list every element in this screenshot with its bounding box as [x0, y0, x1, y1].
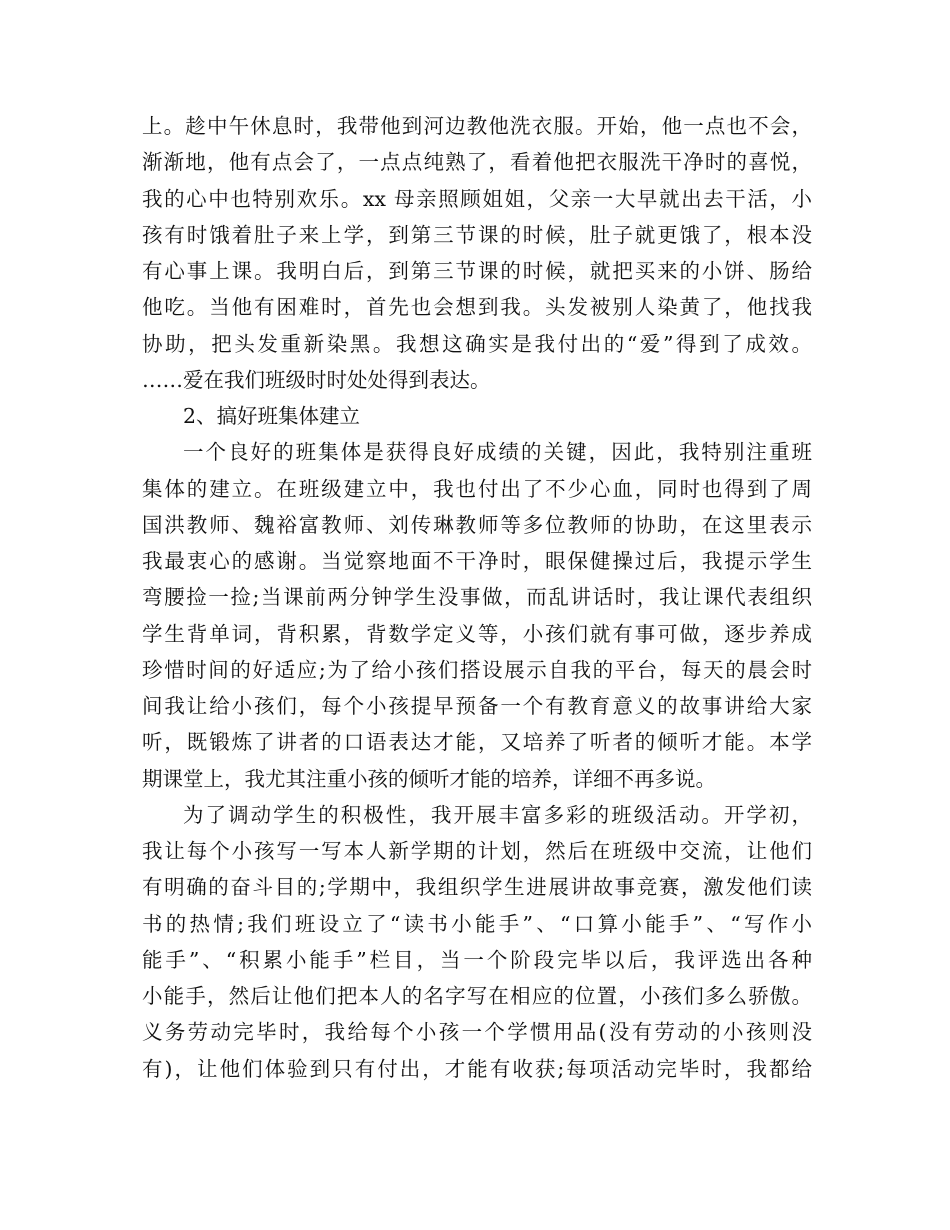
text-line: 期课堂上，我尤其注重小孩的倾听才能的培养，详细不再多说。 — [142, 766, 716, 791]
text-line: 弯腰捡一捡;当课前两分钟学生没事做，而乱讲话时，我让课代表组织 — [142, 585, 812, 610]
text-line: 书的热情;我们班设立了“读书小能手”、“口算小能手”、“写作小 — [142, 911, 812, 936]
paragraph-first-line: 一个良好的班集体是获得良好成绩的关键，因此，我特别注重班 — [183, 440, 812, 465]
text-line: 国洪教师、魏裕富教师、刘传琳教师等多位教师的协助，在这里表示 — [142, 512, 812, 537]
text-line: 他吃。当他有困难时，首先也会想到我。头发被别人染黄了，他找我 — [142, 295, 812, 320]
text-line: 我的心中也特别欢乐。xx 母亲照顾姐姐，父亲一大早就出去干活，小 — [142, 186, 812, 211]
text-line: 间我让给小孩们，每个小孩提早预备一个有教育意义的故事讲给大家 — [142, 694, 812, 718]
text-line: 有)，让他们体验到只有付出，才能有收获;每项活动完毕时，我都给 — [142, 1056, 812, 1081]
text-line: 上。趁中午休息时，我带他到河边教他洗衣服。开始，他一点也不会， — [142, 114, 812, 138]
text-line: 听，既锻炼了讲者的口语表达才能，又培养了听者的倾听才能。本学 — [142, 730, 812, 755]
text-line: 能手”、“积累小能手”栏目，当一个阶段完毕以后，我评选出各种 — [142, 947, 812, 972]
text-line: 学生背单词，背积累，背数学定义等，小孩们就有事可做，逐步养成 — [142, 621, 812, 646]
text-line: 我最衷心的感谢。当觉察地面不干净时，眼保健操过后，我提示学生 — [142, 549, 812, 573]
text-line: 珍惜时间的好适应;为了给小孩们搭设展示自我的平台，每天的晨会时 — [142, 657, 812, 682]
body-text — [142, 108, 812, 1087]
text-line: 渐渐地，他有点会了，一点点纯熟了，看着他把衣服洗干净时的喜悦， — [142, 150, 812, 175]
text-line: 有明确的奋斗目的;学期中，我组织学生进展讲故事竞赛，激发他们读 — [142, 875, 812, 900]
text-line: 我让每个小孩写一写本人新学期的计划，然后在班级中交流，让他们 — [142, 839, 812, 863]
text-line: 义务劳动完毕时，我给每个小孩一个学惯用品(没有劳动的小孩则没 — [142, 1020, 812, 1045]
text-line: 集体的建立。在班级建立中，我也付出了不少心血，同时也得到了周 — [142, 476, 812, 501]
text-line: 协助，把头发重新染黑。我想这确实是我付出的“爱”得到了成效。 — [142, 331, 812, 356]
text-line: 小能手，然后让他们把本人的名字写在相应的位置，小孩们多么骄傲。 — [142, 984, 812, 1008]
section-heading: 2、搞好班集体建立 — [183, 404, 361, 428]
text-line: 有心事上课。我明白后，到第三节课的时候，就把买来的小饼、肠给 — [142, 259, 812, 283]
text-line: 孩有时饿着肚子来上学，到第三节课的时候，肚子就更饿了，根本没 — [142, 222, 812, 247]
text-line: ……爱在我们班级时时处处得到表达。 — [142, 367, 491, 392]
paragraph-first-line: 为了调动学生的积极性，我开展丰富多彩的班级活动。开学初， — [183, 802, 812, 827]
